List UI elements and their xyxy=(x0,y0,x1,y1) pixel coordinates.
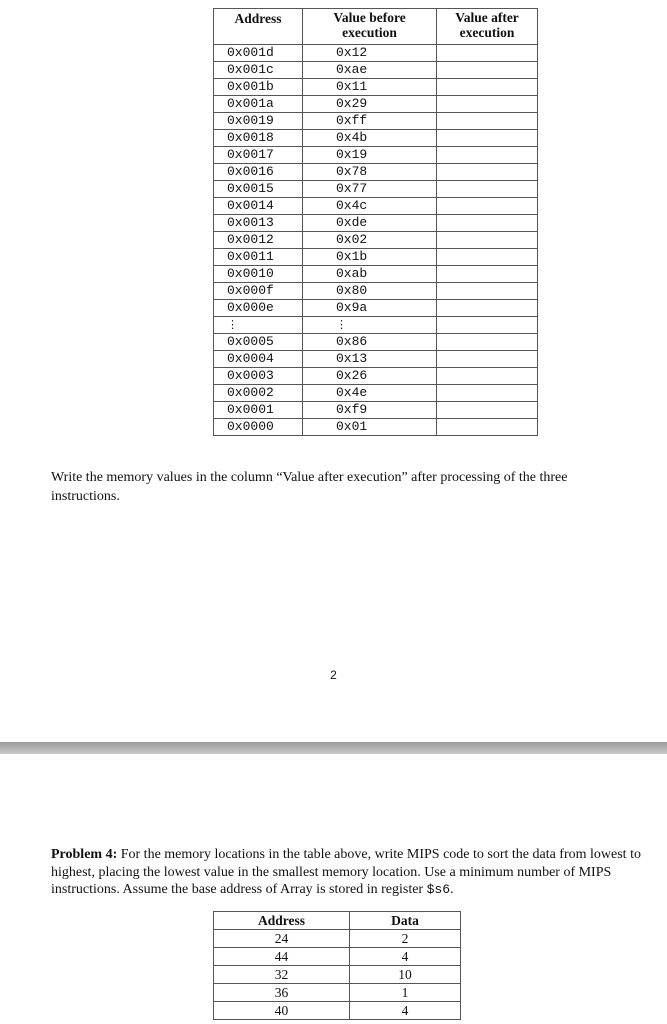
memory-row xyxy=(214,368,538,385)
data-value-cell: 10 xyxy=(350,966,461,984)
memory-value-after-cell[interactable] xyxy=(437,147,538,164)
problem-4-statement xyxy=(51,846,651,899)
data-row xyxy=(214,930,461,948)
memory-row xyxy=(214,351,538,368)
data-table-header xyxy=(214,912,461,930)
header-value-before xyxy=(303,9,437,45)
memory-address-cell: 0x0002 xyxy=(214,385,303,402)
memory-value-after-cell[interactable] xyxy=(437,351,538,368)
memory-row xyxy=(214,181,538,198)
memory-address-cell: 0x0019 xyxy=(214,113,303,130)
memory-value-before-cell: 0x77 xyxy=(303,181,437,198)
memory-value-after-cell[interactable] xyxy=(437,385,538,402)
memory-address-cell: 0x0016 xyxy=(214,164,303,181)
memory-value-after-cell[interactable] xyxy=(437,300,538,317)
data-row xyxy=(214,966,461,984)
memory-value-after-cell[interactable] xyxy=(437,62,538,79)
header-value-before-line1: Value before xyxy=(333,10,406,25)
register-name: $s6 xyxy=(426,882,450,897)
memory-row xyxy=(214,215,538,232)
instruction-text: Write the memory values in the column “Value after execution” after processing of the three instructions. xyxy=(51,470,568,504)
memory-row xyxy=(214,79,538,96)
memory-address-cell: 0x001a xyxy=(214,96,303,113)
memory-value-before-cell: 0xff xyxy=(303,113,437,130)
memory-value-before-cell: 0xae xyxy=(303,62,437,79)
memory-row xyxy=(214,198,538,215)
memory-address-cell: 0x0011 xyxy=(214,249,303,266)
memory-value-before-cell: 0x29 xyxy=(303,96,437,113)
memory-value-before-cell: 0x13 xyxy=(303,351,437,368)
memory-row xyxy=(214,317,538,334)
memory-value-after-cell[interactable] xyxy=(437,45,538,62)
memory-value-after-cell[interactable] xyxy=(437,198,538,215)
memory-address-cell: 0x0015 xyxy=(214,181,303,198)
memory-address-cell: 0x0005 xyxy=(214,334,303,351)
memory-value-after-cell[interactable] xyxy=(437,317,538,334)
memory-row xyxy=(214,113,538,130)
memory-address-cell: 0x001c xyxy=(214,62,303,79)
memory-row xyxy=(214,385,538,402)
memory-row xyxy=(214,334,538,351)
memory-row xyxy=(214,164,538,181)
memory-row xyxy=(214,62,538,79)
data-value-cell: 1 xyxy=(350,984,461,1002)
memory-value-after-cell[interactable] xyxy=(437,368,538,385)
memory-row xyxy=(214,232,538,249)
header-value-before-line2: execution xyxy=(342,25,397,40)
header-value-after xyxy=(437,9,538,45)
memory-value-before-cell: 0x1b xyxy=(303,249,437,266)
memory-value-after-cell[interactable] xyxy=(437,402,538,419)
memory-row xyxy=(214,300,538,317)
memory-value-before-cell: 0x19 xyxy=(303,147,437,164)
memory-value-after-cell[interactable] xyxy=(437,164,538,181)
memory-value-after-cell[interactable] xyxy=(437,181,538,198)
memory-row xyxy=(214,283,538,300)
memory-value-after-cell[interactable] xyxy=(437,283,538,300)
memory-value-after-cell[interactable] xyxy=(437,419,538,436)
memory-address-cell: 0x0017 xyxy=(214,147,303,164)
memory-row xyxy=(214,147,538,164)
memory-value-after-cell[interactable] xyxy=(437,215,538,232)
memory-value-after-cell[interactable] xyxy=(437,79,538,96)
memory-value-before-cell: 0x02 xyxy=(303,232,437,249)
memory-value-before-cell: 0x11 xyxy=(303,79,437,96)
memory-address-cell: 0x001d xyxy=(214,45,303,62)
data-table xyxy=(213,911,461,1020)
memory-value-before-cell: 0x86 xyxy=(303,334,437,351)
memory-value-before-cell: 0xde xyxy=(303,215,437,232)
memory-value-after-cell[interactable] xyxy=(437,130,538,147)
header-address-label: Address xyxy=(234,11,282,26)
data-address-cell: 36 xyxy=(214,984,350,1002)
problem-text: For the memory locations in the table above, write MIPS code to sort the data from lowest to highest, placing the lowest value in the smallest memory location. Use a minimum number of MIPS instructions. Assume the base address of Array is stored in register xyxy=(51,847,641,897)
memory-value-before-cell: 0x4b xyxy=(303,130,437,147)
problem-label: Problem 4: xyxy=(51,847,118,862)
problem-text-end: . xyxy=(450,882,454,897)
header-value-after-line1: Value after xyxy=(455,10,519,25)
memory-row xyxy=(214,130,538,147)
memory-address-cell: 0x000e xyxy=(214,300,303,317)
data-header-data: Data xyxy=(350,912,461,930)
memory-value-before-cell: 0x78 xyxy=(303,164,437,181)
memory-value-before-cell: 0x12 xyxy=(303,45,437,62)
memory-value-after-cell[interactable] xyxy=(437,96,538,113)
memory-value-before-cell: 0x26 xyxy=(303,368,437,385)
data-table-body xyxy=(214,930,461,1020)
data-address-cell: 44 xyxy=(214,948,350,966)
data-value-cell: 2 xyxy=(350,930,461,948)
data-address-cell: 24 xyxy=(214,930,350,948)
data-row xyxy=(214,984,461,1002)
memory-value-before-cell: 0xab xyxy=(303,266,437,283)
memory-row xyxy=(214,266,538,283)
memory-value-before-cell: 0x80 xyxy=(303,283,437,300)
memory-row xyxy=(214,402,538,419)
page-3 xyxy=(0,754,667,1024)
memory-address-cell: 0x0013 xyxy=(214,215,303,232)
memory-address-cell: 0x0014 xyxy=(214,198,303,215)
page-separator xyxy=(0,742,667,754)
memory-value-after-cell[interactable] xyxy=(437,249,538,266)
memory-value-before-cell: ⋮ xyxy=(303,317,437,334)
memory-address-cell: 0x0003 xyxy=(214,368,303,385)
memory-address-cell: 0x001b xyxy=(214,79,303,96)
memory-address-cell: 0x0000 xyxy=(214,419,303,436)
memory-value-before-cell: 0x9a xyxy=(303,300,437,317)
memory-table-body xyxy=(214,45,538,436)
memory-value-before-cell: 0x4c xyxy=(303,198,437,215)
data-header-address: Address xyxy=(214,912,350,930)
data-address-cell: 40 xyxy=(214,1002,350,1020)
memory-address-cell: 0x0012 xyxy=(214,232,303,249)
data-value-cell: 4 xyxy=(350,1002,461,1020)
memory-address-cell: 0x0010 xyxy=(214,266,303,283)
memory-address-cell: 0x000f xyxy=(214,283,303,300)
data-address-cell: 32 xyxy=(214,966,350,984)
memory-value-after-cell[interactable] xyxy=(437,232,538,249)
memory-value-after-cell[interactable] xyxy=(437,113,538,130)
memory-address-cell: ⋮ xyxy=(214,317,303,334)
memory-value-before-cell: 0xf9 xyxy=(303,402,437,419)
memory-row xyxy=(214,45,538,62)
memory-value-after-cell[interactable] xyxy=(437,266,538,283)
memory-row xyxy=(214,419,538,436)
data-row xyxy=(214,948,461,966)
memory-row xyxy=(214,96,538,113)
memory-address-cell: 0x0004 xyxy=(214,351,303,368)
memory-value-after-cell[interactable] xyxy=(437,334,538,351)
header-address xyxy=(214,9,303,45)
header-value-after-line2: execution xyxy=(459,25,515,40)
memory-address-cell: 0x0001 xyxy=(214,402,303,419)
memory-table-header xyxy=(214,9,538,45)
memory-table xyxy=(213,8,538,436)
memory-value-before-cell: 0x4e xyxy=(303,385,437,402)
memory-value-before-cell: 0x01 xyxy=(303,419,437,436)
page-number: 2 xyxy=(330,668,337,682)
memory-address-cell: 0x0018 xyxy=(214,130,303,147)
data-row xyxy=(214,1002,461,1020)
memory-row xyxy=(214,249,538,266)
data-value-cell: 4 xyxy=(350,948,461,966)
